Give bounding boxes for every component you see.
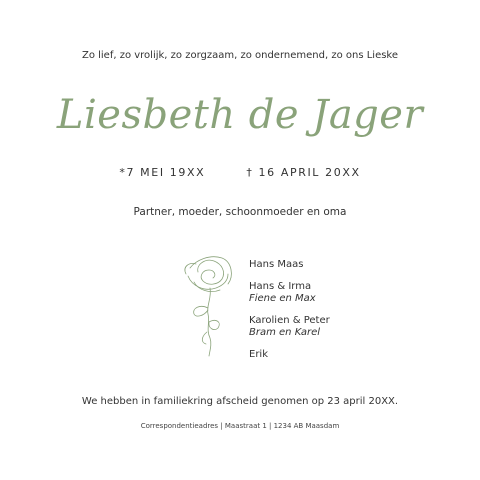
family-member (249, 281, 330, 305)
family-member-children: Bram en Karel (249, 327, 321, 338)
family-member-name: Hans & Irma (249, 281, 312, 292)
rose-icon (176, 252, 246, 362)
intro-line: Zo lief, zo vrolijk, zo zorgzaam, zo ondernemend, zo ons Lieske (81, 50, 399, 61)
closing-line: We hebben in familiekring afscheid genomen op 23 april 20XX. (81, 396, 399, 407)
deceased-name: Liesbeth de Jager (56, 92, 424, 138)
family-member (249, 349, 330, 361)
family-member-name: Erik (249, 349, 268, 360)
death-date: † 16 APRIL 20XX (246, 166, 361, 179)
family-member (249, 259, 330, 271)
relation-line: Partner, moeder, schoonmoeder en oma (133, 206, 347, 218)
family-member (249, 315, 330, 339)
family-list (249, 259, 330, 371)
correspondence-address: Correspondentieadres | Maastraat 1 | 1234 AB Maasdam (140, 422, 340, 430)
birth-date: *7 MEI 19XX (119, 166, 206, 179)
family-member-name: Hans Maas (249, 259, 304, 270)
life-dates (0, 166, 480, 179)
family-member-children: Fiene en Max (249, 293, 316, 304)
family-member-name: Karolien & Peter (249, 315, 330, 326)
